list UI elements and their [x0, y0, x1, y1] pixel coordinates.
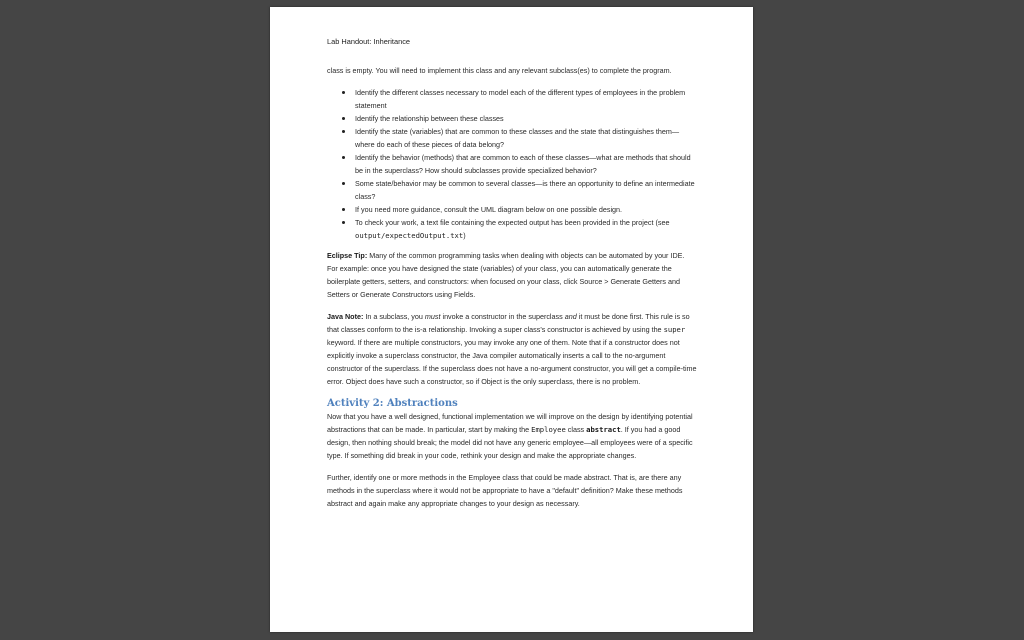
- list-item-text: Identify the state (variables) that are common to these classes and the state that distinguishes them—where do each of these pieces of data belong?: [355, 127, 680, 149]
- list-item-text-end: ): [463, 231, 466, 240]
- activity-text: Now that you have a well designed, functional implementation we will improve on the design by identifying potential abstractions that can be made. In particular, start by making the: [327, 412, 693, 434]
- activity-text: . If you had a good design, then nothing should break; the model did not have any generic employee—all employees were of a specific type. If something did break in your code, rethink your design and make the appropriate changes.: [327, 425, 693, 460]
- requirements-list: [327, 86, 697, 242]
- emphasis-and: and: [564, 312, 577, 321]
- list-item-text: Identify the relationship between these classes: [355, 114, 504, 123]
- bullet-icon: [342, 130, 345, 133]
- activity-heading: Activity 2: Abstractions: [327, 398, 458, 409]
- list-item: [327, 125, 697, 151]
- expected-output-path: output/expectedOutput.txt: [355, 231, 464, 240]
- employee-class-code: Employee: [531, 425, 566, 434]
- bullet-icon: [342, 208, 345, 211]
- list-item: [327, 151, 697, 177]
- activity-text: class: [565, 425, 587, 434]
- bullet-icon: [342, 91, 345, 94]
- list-item: [327, 112, 697, 125]
- eclipse-tip-paragraph: [327, 249, 697, 301]
- list-item: [327, 216, 697, 242]
- bullet-icon: [342, 221, 345, 224]
- eclipse-tip-label: Eclipse Tip:: [327, 251, 368, 260]
- super-keyword: super: [663, 325, 686, 334]
- page-header: Lab Handout: Inheritance: [327, 37, 411, 46]
- intro-paragraph: class is empty. You will need to implement this class and any relevant subclass(es) to complete the program.: [327, 66, 672, 75]
- document-page: [270, 7, 753, 632]
- list-item-text: Some state/behavior may be common to several classes—is there an opportunity to define an intermediate class?: [355, 179, 695, 201]
- list-item-text: If you need more guidance, consult the UML diagram below on one possible design.: [355, 205, 623, 214]
- java-note-text: it must be done first. This rule is so that classes conform to the is-a relationship. Invoking a super class's constructor is achieved by using the: [327, 312, 690, 334]
- java-note-text: In a subclass, you: [363, 312, 425, 321]
- activity-paragraph-2: Further, identify one or more methods in the Employee class that could be made abstract. That is, are there any methods in the superclass where it would not be appropriate to have a "default" definition? Make these methods abstract and again make any appropriate changes to your design as necessary.: [327, 473, 683, 508]
- eclipse-tip-text: Many of the common programming tasks when dealing with objects can be automated by your IDE. For example: once you have designed the state (variables) of your class, you can automatically generate the boilerplate getters, setters, and constructors: when focused on your class, click Source > Generate Getters and Setters or Generate Constructors using Fields.: [327, 251, 685, 299]
- java-note-paragraph: [327, 310, 697, 388]
- activity-paragraph-1: [327, 410, 697, 462]
- list-item-text: To check your work, a text file containing the expected output has been provided in the project (see: [355, 218, 670, 227]
- list-item: [327, 203, 697, 216]
- bullet-icon: [342, 156, 345, 159]
- java-note-label: Java Note:: [327, 312, 364, 321]
- java-note-text: invoke a constructor in the superclass: [440, 312, 565, 321]
- list-item-text: Identify the different classes necessary to model each of the different types of employees in the problem statement: [355, 88, 686, 110]
- java-note-text: keyword. If there are multiple constructors, you may invoke any one of them. Note that if a constructor does not explicitly invoke a superclass constructor, the Java compiler automatically inserts a call to the no-argument constructor of the superclass. If the superclass does not have a no-argument constructor, you will get a compile-time error. Object does have such a constructor, so if Object is the only superclass, there is no problem.: [327, 338, 697, 386]
- bullet-icon: [342, 117, 345, 120]
- list-item: [327, 86, 697, 112]
- list-item: [327, 177, 697, 203]
- abstract-keyword: abstract: [586, 425, 621, 434]
- emphasis-must: must: [424, 312, 441, 321]
- bullet-icon: [342, 182, 345, 185]
- list-item-text: Identify the behavior (methods) that are common to each of these classes—what are methods that should be in the superclass? How should subclasses provide specialized behavior?: [355, 153, 691, 175]
